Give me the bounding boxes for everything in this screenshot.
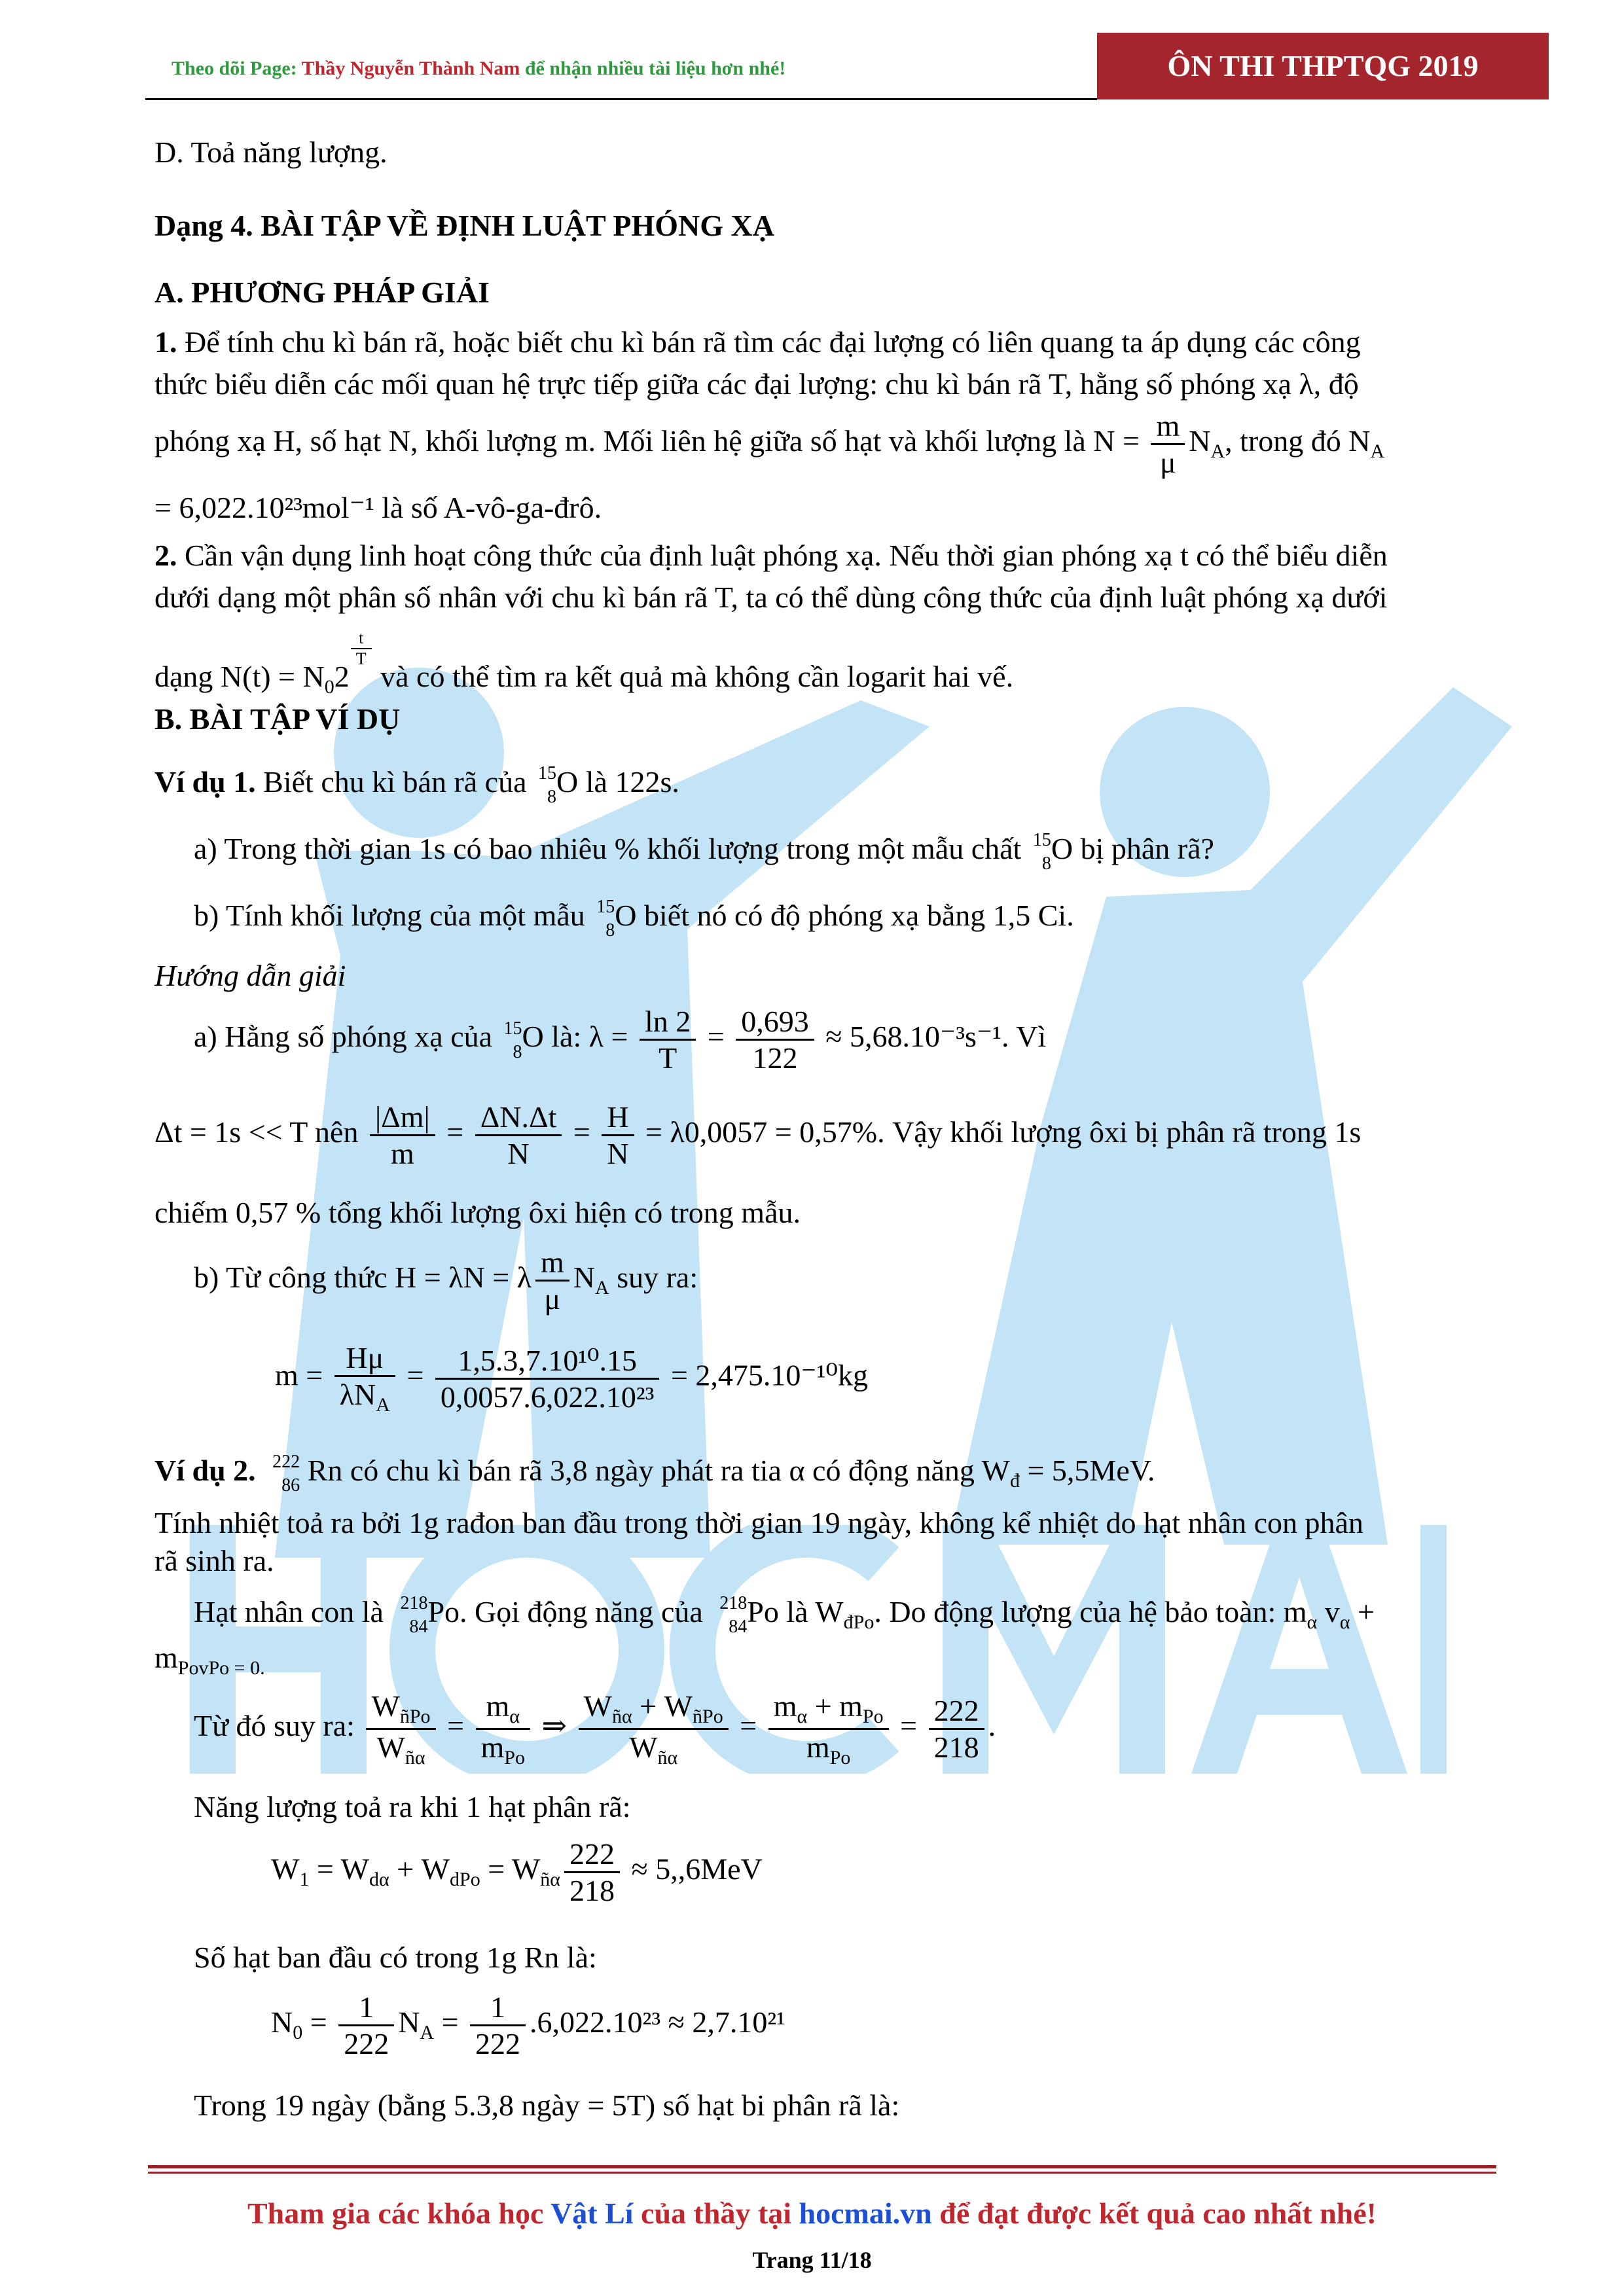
initial-count-label: Số hạt ban đầu có trong 1g Rn là: <box>194 1941 597 1974</box>
footer-promo: Tham gia các khóa học Vật Lí của thầy tại hocmai.vn để đạt được kết quả cao nhất nhé! <box>247 2197 1377 2230</box>
isotope-O15: 15 8 <box>596 897 615 941</box>
solution-a-line-2: Δt = 1s << T nên $\frac{|\Delta m|}{m}$ = $\frac{\Delta N.\Delta t}{N}$ = $\frac{H}{N}$ = λ0,0057 = 0,57%. Vậy khối lượng ôxi bị phân rã trong 1s <box>154 1100 1362 1170</box>
example-1-part-b: b) Tính khối lượng của một mẫu 15 8 O biết nó có độ phóng xạ bằng 1,5 Ci. <box>194 897 1074 941</box>
para-2-line-1 <box>154 538 1388 573</box>
fraction-sum-m: $\frac{m_\alpha + m_{Po}}{m_{Po}}$ <box>768 1689 889 1769</box>
header-follow-text <box>171 58 785 80</box>
para-text: , trong đó N <box>1225 424 1371 458</box>
isotope-Po218: 218 84 <box>719 1593 748 1638</box>
header-prefix: Theo dõi Page: <box>171 58 302 79</box>
isotope-O15: 15 8 <box>538 763 557 808</box>
point-number: 1. <box>154 325 177 359</box>
para-text: Cần vận dụng linh hoạt công thức của định luật phóng xạ. Nếu thời gian phóng xạ t có thể biểu diễn <box>177 539 1388 572</box>
para-2-line-3 <box>154 628 1013 698</box>
example-label: Ví dụ 2. <box>154 1454 256 1487</box>
footer-link[interactable]: hocmai.vn <box>799 2197 932 2230</box>
solution-b-mass-formula: m = $\frac{H\mu}{\lambda N_A}$ = $\frac{\text{1,5.3,7.10¹⁰.15}}{\text{0,0057.6,022.10²³}}$ = 2,475.10⁻¹⁰kg <box>275 1341 868 1416</box>
energy-per-decay-formula: $W_1 = W_{d\alpha} + W_{dPo} = W_{ñ\alpha}$ $\frac{222}{218}$ ≈ 5,,6MeV <box>271 1837 763 1907</box>
fraction-dN-over-N: $\frac{\Delta N.\Delta t}{N}$ <box>475 1100 562 1171</box>
header-suffix: để nhận nhiều tài liệu hơn nhé! <box>520 58 786 79</box>
para-text: và có thể tìm ra kết quả mà không cần logarit hai vế. <box>372 660 1014 693</box>
para-1-line-4: = 6,022.10²³mol⁻¹ là số A-vô-ga-đrô. <box>154 491 602 524</box>
fraction-ma-over-mpo: $\frac{m_\alpha}{m_{Po}}$ <box>476 1689 530 1769</box>
isotope-Po218: 218 84 <box>400 1593 428 1638</box>
option-d: D. Toả năng lượng. <box>154 135 388 169</box>
initial-count-formula: $N_0$ = $\frac{1}{222}$ $N_A$ = $\frac{1}{222}$ .6,022.10²³ ≈ 2,7.10²¹ <box>271 1990 785 2060</box>
para-1-line-1 <box>154 325 1361 359</box>
subheading-examples: B. BÀI TẬP VÍ DỤ <box>154 702 401 736</box>
fraction-1-over-222: $\frac{1}{222}$ <box>338 1990 394 2061</box>
solution-heading: Hướng dẫn giải <box>154 959 346 992</box>
header-rule <box>145 98 1097 100</box>
section-heading-4: Dạng 4. BÀI TẬP VỀ ĐỊNH LUẬT PHÓNG XẠ <box>154 209 774 242</box>
isotope-O15: 15 8 <box>503 1018 522 1062</box>
example-2-title: Ví dụ 2. 222 86 Rn có chu kì bán rã 3,8 ngày phát ra tia α có động năng $W_đ = 5,5MeV$. <box>154 1452 1155 1496</box>
example-1-part-a: a) Trong thời gian 1s có bao nhiêu % khối lượng trong một mẫu chất 15 8 O bị phân rã? <box>194 830 1214 874</box>
subscript-A: A <box>1210 440 1225 463</box>
subscript-A: A <box>1370 440 1385 463</box>
para-text: dạng <box>154 660 221 693</box>
page-number: Trang 11/18 <box>752 2247 872 2273</box>
point-number: 2. <box>154 539 177 572</box>
isotope-Rn222: 222 86 <box>272 1452 300 1496</box>
example-label: Ví dụ 1. <box>154 765 256 798</box>
para-text: phóng xạ H, số hạt N, khối lượng m. Mối liên hệ giữa số hạt và khối lượng là N = <box>154 424 1147 458</box>
energy-per-decay-label: Năng lượng toả ra khi 1 hạt phân rã: <box>194 1790 631 1823</box>
example-2-line-2: Tính nhiệt toả ra bởi 1g rađon ban đầu trong thời gian 19 ngày, không kể nhiệt do hạt nhân con phân <box>154 1506 1363 1539</box>
para-2-line-2: dưới dạng một phân số nhân với chu kì bán rã T, ta có thể dùng công thức của định luật phóng xạ dưới <box>154 581 1388 614</box>
para-1-line-3 <box>154 408 1384 480</box>
header-exam-badge: ÔN THI THPTQG 2019 <box>1097 33 1549 99</box>
example-2-ratio: Từ đó suy ra: $\frac{W_{ñPo}}{W_{ñ\alpha}}$ = $\frac{m_\alpha}{m_{Po}}$ ⇒ $\frac{W_{ñ\alpha} + W_{ñPo}}{W_{ñ\alpha}}$ = $\frac{m_\alpha + m_{Po}}{m_{Po}}$ = $\frac{222}{218}$ . <box>194 1689 996 1768</box>
fraction-222-over-218: $\frac{222}{218}$ <box>564 1837 620 1908</box>
example-2-line-5: $m_{PovPo = 0.}$ <box>154 1641 265 1679</box>
decayed-count-label: Trong 19 ngày (bằng 5.3,8 ngày = 5T) số hạt bi phân rã là: <box>194 2089 900 2122</box>
fraction-H-over-N: $\frac{H}{N}$ <box>602 1100 634 1171</box>
fraction-m-over-mu: $\frac{m}{\mu}$ <box>535 1245 569 1316</box>
fraction-m-over-mu: $\frac{m}{\mu}$ <box>1151 408 1185 480</box>
header-teacher-name: Thầy Nguyễn Thành Nam <box>301 58 520 79</box>
fraction-ln2-over-T: $\frac{\ln 2}{T}$ <box>640 1004 696 1075</box>
solution-a-line-1: a) Hằng số phóng xạ của 15 8 O là: λ = $\frac{\ln 2}{T}$ = $\frac{0,693}{122}$ ≈ 5,68.10⁻³s⁻¹. Vì <box>194 1005 1047 1075</box>
fraction-1-over-222: $\frac{1}{222}$ <box>470 1990 526 2061</box>
example-1-title: Ví dụ 1. Biết chu kì bán rã của 15 8 O là 122s. <box>154 763 679 808</box>
para-text: Để tính chu kì bán rã, hoặc biết chu kì bán rã tìm các đại lượng có liên quang ta áp dụng các công <box>177 325 1361 359</box>
para-1-line-2: thức biểu diễn các mối quan hệ trực tiếp giữa các đại lượng: chu kì bán rã T, hằng số phóng xạ λ, độ <box>154 367 1359 401</box>
isotope-O15: 15 8 <box>1032 830 1051 874</box>
decay-exponent: $\frac{t}{T}$ <box>351 628 372 669</box>
solution-b-line-1: b) Từ công thức H = λN = λ $\frac{m}{\mu}$ $N_A$ suy ra: <box>194 1246 698 1316</box>
subheading-method: A. PHƯƠNG PHÁP GIẢI <box>154 276 490 309</box>
fraction-mass-values: $\frac{\text{1,5.3,7.10¹⁰.15}}{\text{0,0057.6,022.10²³}}$ <box>435 1342 660 1414</box>
example-2-line-4: Hạt nhân con là 218 84 Po. Gọi động năng của 218 84 Po là $W_{đPo}$. Do động lượng của hệ bảo toàn: $m_\alpha$ $v_\alpha$ + <box>194 1593 1375 1638</box>
fraction-Hmu-over-lambdaNA: $\frac{H\mu}{\lambda N_A}$ <box>334 1340 395 1416</box>
decay-law-formula: $N(t) = N_02$ $\frac{t}{T}$ <box>221 660 373 693</box>
solution-a-line-3: chiếm 0,57 % tổng khối lượng ôxi hiện có trong mẫu. <box>154 1196 801 1229</box>
fraction-0693-over-122: $\frac{0,693}{122}$ <box>736 1004 814 1075</box>
fraction-dm-over-m: $\frac{|\Delta m|}{m}$ <box>370 1100 435 1171</box>
example-2-line-3: rã sinh ra. <box>154 1544 274 1577</box>
footer-rule <box>148 2165 1496 2168</box>
symbol-NA: N <box>1189 424 1211 458</box>
fraction-sum-W: $\frac{W_{ñ\alpha} + W_{ñPo}}{W_{ñ\alpha}}$ <box>579 1689 729 1769</box>
footer-rule-thin <box>148 2172 1496 2174</box>
fraction-Wpo-over-Wa: $\frac{W_{ñPo}}{W_{ñ\alpha}}$ <box>366 1689 435 1769</box>
fraction-222-over-218: $\frac{222}{218}$ <box>929 1693 984 1765</box>
